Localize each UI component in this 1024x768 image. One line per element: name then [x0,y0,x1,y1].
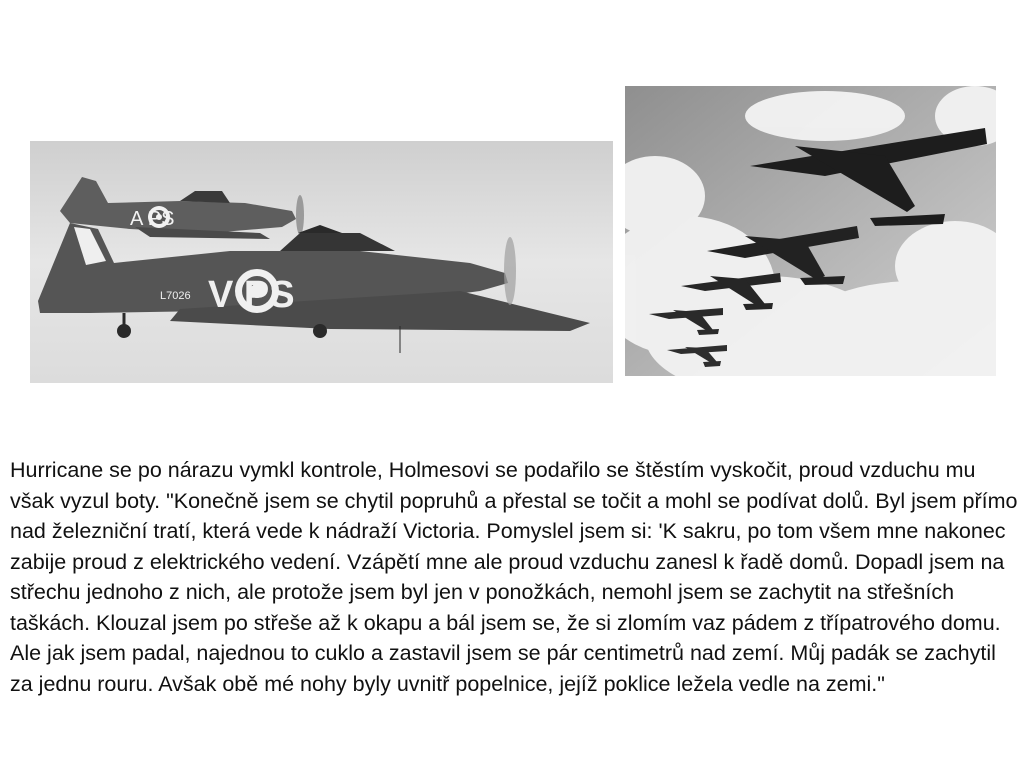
story-paragraph: Hurricane se po nárazu vymkl kontrole, Holmesovi se podařilo se štěstím vyskočit, proud vzduchu mu však vyzul boty. "Konečně jsem se chytil popruhů a přestal se točit a mohl se podívat dolů. Byl jsem přímo nad železniční tratí, která vede k nádraží Victoria. Pomyslel jsem si: 'K sakru, po tom všem mne nakonec zabije proud z elektrického vedení. Vzápětí mne ale proud vzduchu zanesl k řadě domů. Dopadl jsem na střechu jednoho z nich, ale protože jsem byl jen v ponožkách, nemohl jsem se zachytit na střešních taškách. Klouzal jsem po střeše až k okapu a bál jsem se, že si zlomím vaz pádem z třípatrového domu. Ale jak jsem padal, najednou to cuklo a zastavil jsem se pár centimetrů nad zemí. Můj padák se zachytil za jednu rouru. Avšak obě mé nohy byly uvnitř popelnice, jejíž poklice ležela vedle na zemi." [10,458,1018,696]
upper-fighter-code: A PS [130,208,175,230]
bombers-photo [625,86,996,376]
lower-fighter-code: V PS [208,274,295,316]
lower-fighter-serial: L7026 [160,290,191,302]
fighters-photo [30,141,613,383]
fighters-photo-graphic [30,141,613,383]
bombers-photo-graphic [625,86,996,376]
